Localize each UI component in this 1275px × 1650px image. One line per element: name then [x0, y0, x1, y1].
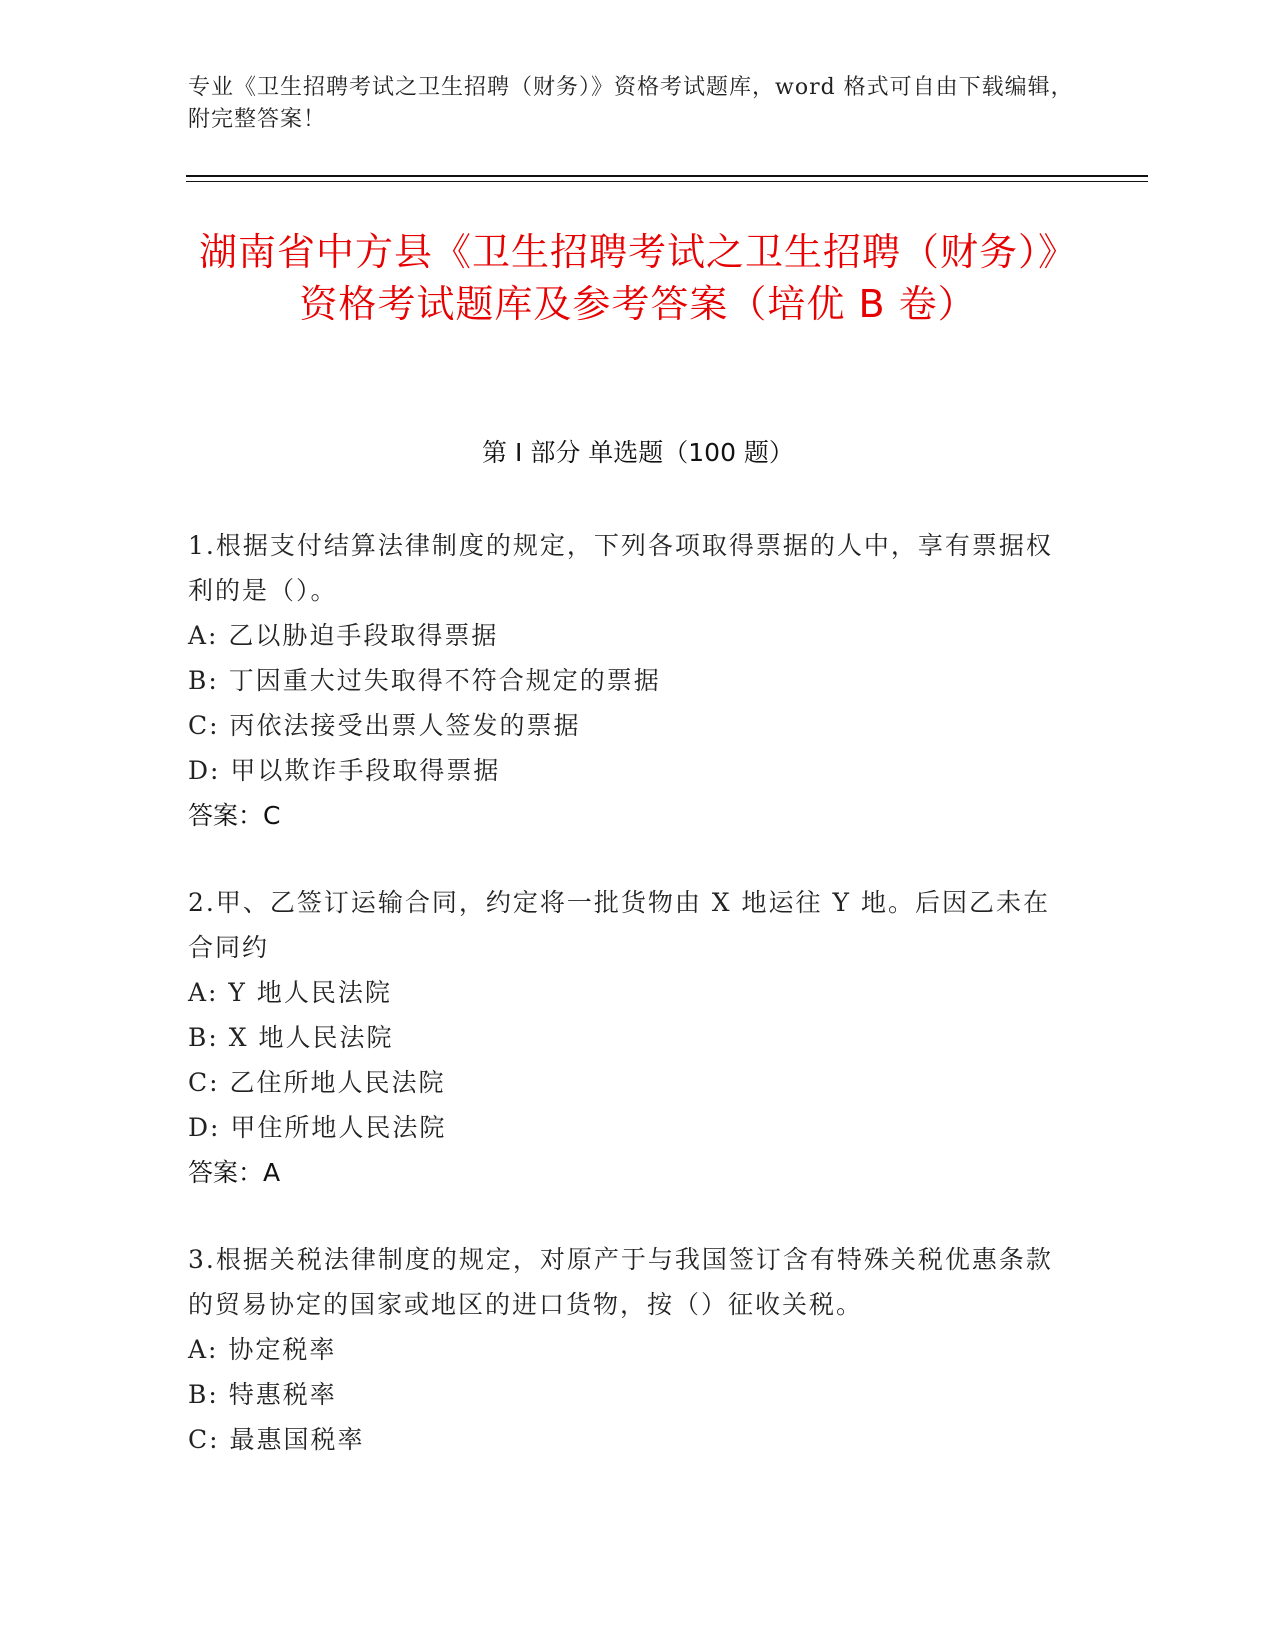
answer-label: 答案：	[188, 1158, 264, 1187]
option-a: A: 协定税率	[188, 1335, 337, 1364]
option-b: B: X 地人民法院	[188, 1023, 394, 1052]
question-1	[188, 523, 1058, 838]
answer-line	[188, 793, 1058, 838]
option-b: B: 特惠税率	[188, 1380, 337, 1409]
option-d: D: 甲以欺诈手段取得票据	[188, 756, 501, 785]
answer-value: C	[263, 801, 281, 830]
question-stem: 2.甲、乙签订运输合同，约定将一批货物由 X 地运往 Y 地。后因乙未在合同约	[188, 888, 1050, 962]
option-c: C: 乙住所地人民法院	[188, 1068, 446, 1097]
option-d: D: 甲住所地人民法院	[188, 1113, 447, 1142]
option-a: A: Y 地人民法院	[188, 978, 392, 1007]
header-rule-thin	[186, 181, 1148, 182]
answer-label: 答案：	[188, 801, 264, 830]
answer-line	[188, 1150, 1058, 1195]
header-note: 专业《卫生招聘考试之卫生招聘（财务）》资格考试题库，word 格式可自由下载编辑，附完整答案！	[188, 75, 1074, 132]
section-heading: 第 I 部分 单选题（100 题）	[482, 438, 794, 467]
header-rule-thick	[186, 175, 1148, 177]
option-c: C: 丙依法接受出票人签发的票据	[188, 711, 581, 740]
answer-value: A	[263, 1158, 281, 1187]
question-3	[188, 1237, 1058, 1462]
option-a: A: 乙以胁迫手段取得票据	[188, 621, 499, 650]
question-stem: 1.根据支付结算法律制度的规定，下列各项取得票据的人中，享有票据权利的是（）。	[188, 531, 1053, 605]
document-title: 湖南省中方县《卫生招聘考试之卫生招聘（财务）》资格考试题库及参考答案（培优 B 卷）	[198, 230, 1077, 326]
option-b: B: 丁因重大过失取得不符合规定的票据	[188, 666, 661, 695]
question-stem: 3.根据关税法律制度的规定，对原产于与我国签订含有特殊关税优惠条款的贸易协定的国家或地区的进口货物，按（）征收关税。	[188, 1245, 1053, 1319]
question-list	[188, 523, 1058, 1504]
option-c: C: 最惠国税率	[188, 1425, 365, 1454]
question-2	[188, 880, 1058, 1195]
